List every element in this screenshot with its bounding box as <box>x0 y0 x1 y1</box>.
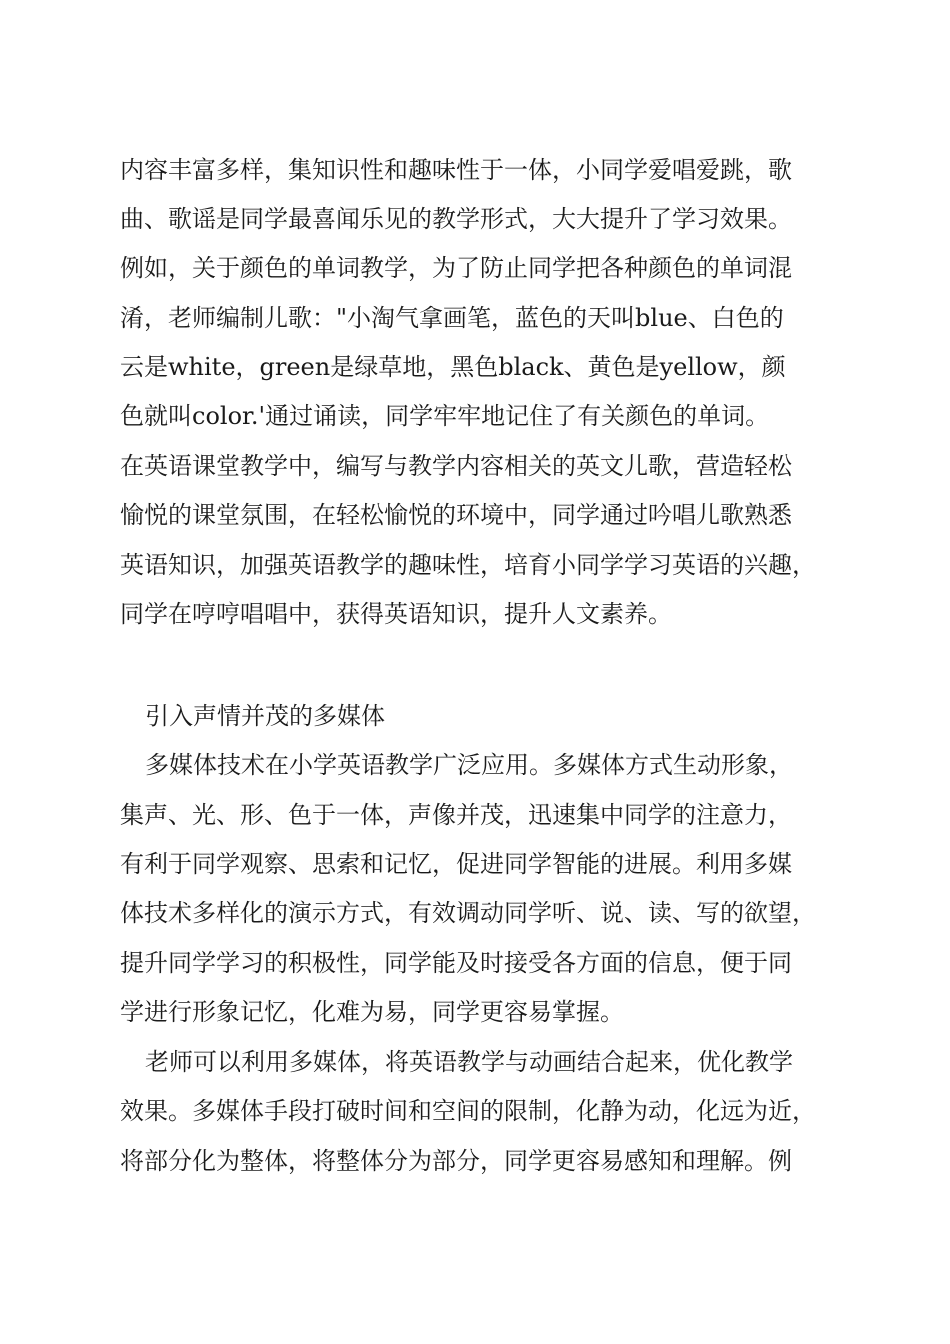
paragraph-1-line-3: 例如，关于颜色的单词教学，为了防止同学把各种颜色的单词混 <box>120 254 792 282</box>
paragraph-1-line-10: 同学在哼哼唱唱中，获得英语知识，提升人文素养。 <box>120 600 672 628</box>
paragraph-1-line-7: 在英语课堂教学中，编写与教学内容相关的英文儿歌，营造轻松 <box>120 452 792 480</box>
paragraph-1-line-6: 色就叫color.'通过诵读，同学牢牢地记住了有关颜色的单词。 <box>120 402 770 430</box>
paragraph-3-line-3: 将部分化为整体，将整体分为部分，同学更容易感知和理解。例 <box>120 1147 792 1175</box>
paragraph-1-line-5: 云是white，green是绿草地，黑色black、黄色是yellow，颜 <box>120 353 786 381</box>
paragraph-2-line-3: 有利于同学观察、思索和记忆，促进同学智能的进展。利用多媒 <box>120 850 792 878</box>
paragraph-2-line-4: 体技术多样化的演示方式，有效调动同学听、说、读、写的欲望， <box>120 899 816 927</box>
paragraph-1-line-8: 愉悦的课堂氛围，在轻松愉悦的环境中，同学通过吟唱儿歌熟悉 <box>120 501 792 529</box>
paragraph-1-line-9: 英语知识，加强英语教学的趣味性，培育小同学学习英语的兴趣， <box>120 551 816 579</box>
paragraph-2-line-2: 集声、光、形、色于一体，声像并茂，迅速集中同学的注意力， <box>120 801 792 829</box>
paragraph-1-line-4: 淆，老师编制儿歌："小淘气拿画笔，蓝色的天叫blue、白色的 <box>120 304 784 332</box>
paragraph-2-line-1: 多媒体技术在小学英语教学广泛应用。多媒体方式生动形象， <box>145 751 793 779</box>
paragraph-1-line-1: 内容丰富多样，集知识性和趣味性于一体，小同学爱唱爱跳，歌 <box>120 156 792 184</box>
paragraph-2-line-5: 提升同学学习的积极性，同学能及时接受各方面的信息，便于同 <box>120 949 792 977</box>
section-heading: 引入声情并茂的多媒体 <box>145 702 385 730</box>
paragraph-1-line-2: 曲、歌谣是同学最喜闻乐见的教学形式，大大提升了学习效果。 <box>120 205 792 233</box>
paragraph-3-line-2: 效果。多媒体手段打破时间和空间的限制，化静为动，化远为近， <box>120 1097 816 1125</box>
paragraph-2-line-6: 学进行形象记忆，化难为易，同学更容易掌握。 <box>120 998 624 1026</box>
paragraph-3-line-1: 老师可以利用多媒体，将英语教学与动画结合起来，优化教学 <box>145 1048 793 1076</box>
